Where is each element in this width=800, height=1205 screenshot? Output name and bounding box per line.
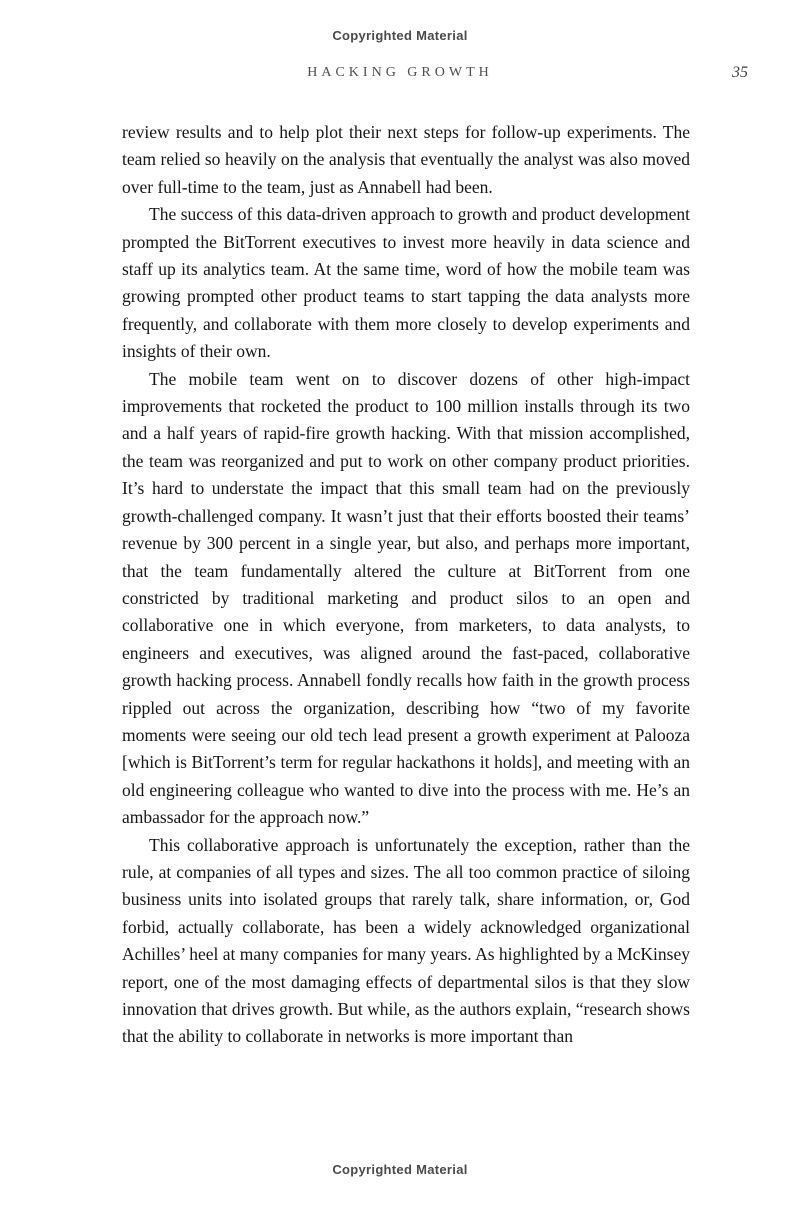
paragraph: review results and to help plot their next steps for follow-up experiments. The team relied so heavily on the analysis that eventually the analyst was also moved over full-time to the team, just as Annabell had been. [122, 122, 690, 197]
paragraph: The mobile team went on to discover dozens of other high-impact improvements that rocketed the product to 100 million installs through its two and a half years of rapid-fire growth hacking. With that mission accomplished, the team was reorganized and put to work on other company product priorities. It’s hard to understate the impact that this small team had on the previously growth-challenged company. It wasn’t just that their efforts boosted their teams’ revenue by 300 percent in a single year, but also, and perhaps more important, that the team fundamentally altered the culture at BitTorrent from one constricted by traditional marketing and product silos to an open and collaborative one in which everyone, from marketers, to data analysts, to engineers and executives, was aligned around the fast-paced, collaborative growth hacking process. Annabell fondly recalls how faith in the growth process rippled out across the organization, describing how “two of my favorite moments were seeing our old tech lead present a growth experiment at Palooza [which is BitTorrent’s term for regular hackathons it holds], and meeting with an old engineering colleague who wanted to dive into the process with me. He’s an ambassador for the approach now.” [122, 368, 690, 828]
page-number: 35 [732, 64, 748, 81]
copyright-notice-bottom: Copyrighted Material [332, 1162, 468, 1177]
paragraph: The success of this data-driven approach to growth and product development prompted the BitTorrent executives to invest more heavily in data science and staff up its analytics team. At the same time, word of how the mobile team was growing prompted other product teams to start tapping the data analysts more frequently, and collaborate with them more closely to develop experiments and insights of their own. [122, 204, 690, 362]
running-header-title: HACKING GROWTH [307, 65, 493, 80]
paragraph: This collaborative approach is unfortunately the exception, rather than the rule, at companies of all types and sizes. The all too common practice of siloing business units into isolated groups that rarely talk, share information, or, God forbid, actually collaborate, has been a widely acknowledged organizational Achilles’ heel at many companies for many years. As highlighted by a McKinsey report, one of the most damaging effects of departmental silos is that they slow innovation that drives growth. But while, as the authors explain, “research shows that the ability to collaborate in networks is more important than [122, 834, 690, 1047]
running-header [0, 65, 800, 87]
body-text [122, 119, 690, 1051]
copyright-notice-top: Copyrighted Material [332, 28, 468, 43]
